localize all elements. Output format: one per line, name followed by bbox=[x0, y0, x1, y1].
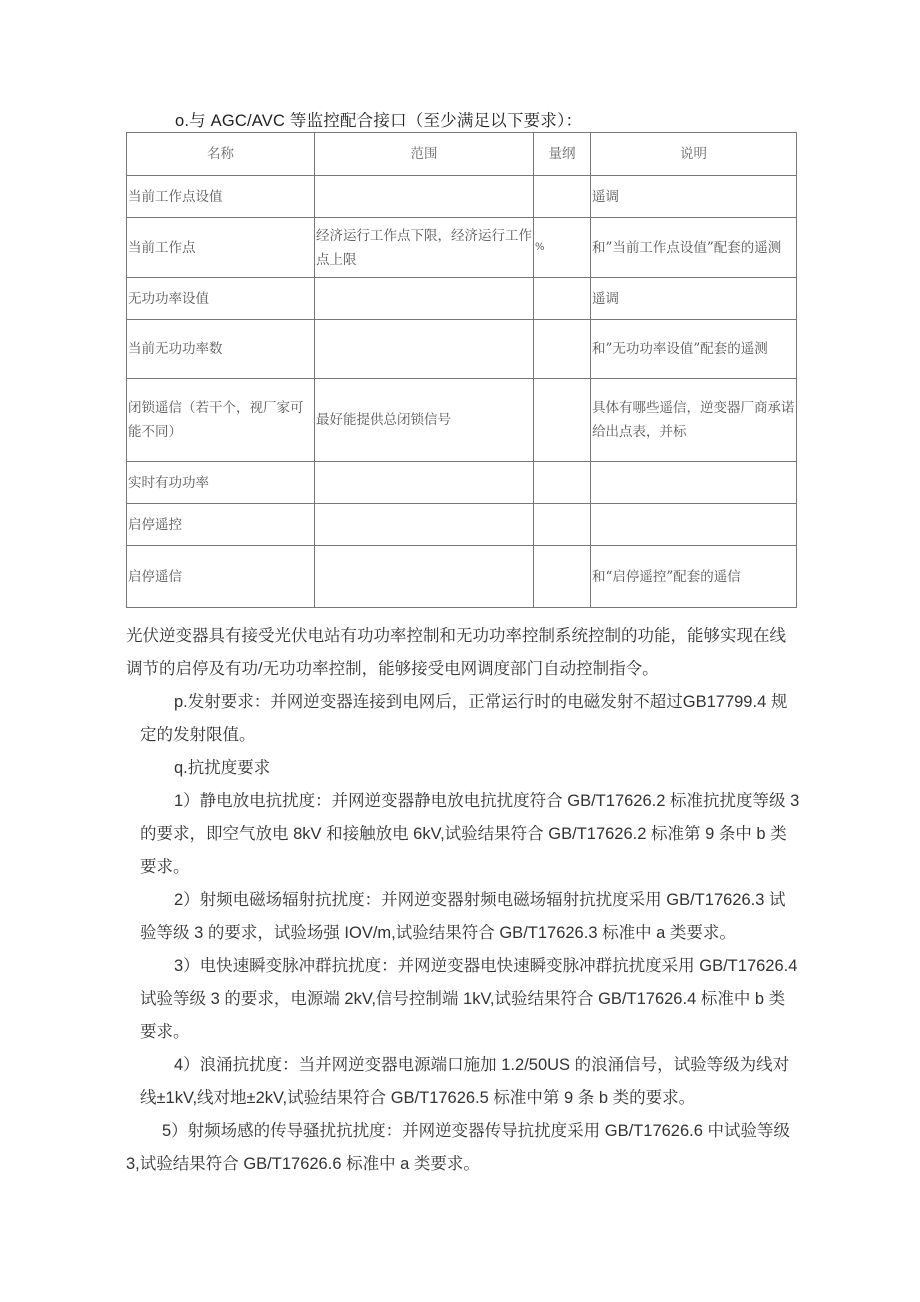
cell-name: 闭锁遥信（若干个，视厂家可能不同） bbox=[127, 379, 315, 462]
cell-name: 当前工作点 bbox=[127, 218, 315, 278]
cell-range bbox=[315, 278, 534, 320]
table-row bbox=[127, 379, 797, 462]
cell-name: 当前工作点设值 bbox=[127, 176, 315, 218]
header-description: 说明 bbox=[591, 133, 797, 176]
item-3-eft-immunity: 3）电快速瞬变脉冲群抗扰度：并网逆变器电快速瞬变脉冲群抗扰度采用 GB/T17626.4 试验等级 3 的要求，电源端 2kV,信号控制端 1kV,试验结果符合 GB/T17626.4 标准中 b 类要求。 bbox=[140, 957, 798, 1041]
table-row bbox=[127, 504, 797, 546]
cell-range: 最好能提供总闭锁信号 bbox=[315, 379, 534, 462]
cell-name: 无功功率设值 bbox=[127, 278, 315, 320]
cell-unit bbox=[534, 546, 591, 608]
table-row bbox=[127, 462, 797, 504]
cell-description: 和”当前工作点设值”配套的遥测 bbox=[591, 218, 797, 278]
table-row bbox=[127, 546, 797, 608]
cell-unit: % bbox=[534, 218, 591, 278]
cell-range: 经济运行工作点下限，经济运行工作点上限 bbox=[315, 218, 534, 278]
item-5-conducted-immunity: 5）射频场感的传导骚扰抗扰度：并网逆变器传导抗扰度采用 GB/T17626.6 中试验等级 3,试验结果符合 GB/T17626.6 标准中 a 类要求。 bbox=[126, 1122, 790, 1173]
table-row bbox=[127, 218, 797, 278]
summary-paragraph: 光伏逆变器具有接受光伏电站有功功率控制和无功功率控制系统控制的功能，能够实现在线调节的启停及有功/无功功率控制，能够接受电网调度部门自动控制指令。 bbox=[126, 627, 786, 678]
section-o-heading: o.与 AGC/AVC 等监控配合接口（至少满足以下要求）： bbox=[175, 112, 583, 130]
cell-name: 实时有功功率 bbox=[127, 462, 315, 504]
cell-range bbox=[315, 504, 534, 546]
cell-name: 当前无功功率数 bbox=[127, 320, 315, 379]
item-1-esd-immunity: 1）静电放电抗扰度：并网逆变器静电放电抗扰度符合 GB/T17626.2 标准抗扰度等级 3 的要求，即空气放电 8kV 和接触放电 6kV,试验结果符合 GB/T17626.2 标准第 9 条中 b 类要求。 bbox=[140, 792, 800, 876]
cell-range bbox=[315, 320, 534, 379]
cell-unit bbox=[534, 462, 591, 504]
cell-description bbox=[591, 504, 797, 546]
table-row bbox=[127, 320, 797, 379]
cell-description: 和“启停遥控”配套的遥信 bbox=[591, 546, 797, 608]
cell-unit bbox=[534, 320, 591, 379]
cell-unit bbox=[534, 379, 591, 462]
agc-avc-interface-table bbox=[126, 132, 797, 608]
document-body bbox=[126, 620, 801, 1181]
cell-description: 和”无功功率设值”配套的遥测 bbox=[591, 320, 797, 379]
cell-range bbox=[315, 546, 534, 608]
cell-name: 启停遥信 bbox=[127, 546, 315, 608]
item-2-rf-radiated-immunity: 2）射频电磁场辐射抗扰度：并网逆变器射频电磁场辐射抗扰度采用 GB/T17626.3 试验等级 3 的要求，试验场强 IOV/m,试验结果符合 GB/T17626.3 标准中 a 类要求。 bbox=[140, 891, 786, 942]
header-range: 范围 bbox=[315, 133, 534, 176]
cell-description: 遥调 bbox=[591, 176, 797, 218]
table-row bbox=[127, 278, 797, 320]
cell-name: 启停遥控 bbox=[127, 504, 315, 546]
cell-range bbox=[315, 462, 534, 504]
cell-range bbox=[315, 176, 534, 218]
cell-unit bbox=[534, 278, 591, 320]
table-row bbox=[127, 176, 797, 218]
cell-unit bbox=[534, 504, 591, 546]
cell-description bbox=[591, 462, 797, 504]
cell-description: 具体有哪些遥信，逆变器厂商承诺给出点表，并标 bbox=[591, 379, 797, 462]
section-q-heading: q.抗扰度要求 bbox=[174, 759, 271, 777]
cell-description: 遥调 bbox=[591, 278, 797, 320]
table-header-row bbox=[127, 133, 797, 176]
section-p-paragraph: p.发射要求：并网逆变器连接到电网后，正常运行时的电磁发射不超过GB17799.4 规定的发射限值。 bbox=[140, 693, 788, 744]
header-unit: 量纲 bbox=[534, 133, 591, 176]
header-name: 名称 bbox=[127, 133, 315, 176]
cell-unit bbox=[534, 176, 591, 218]
item-4-surge-immunity: 4）浪涌抗扰度：当并网逆变器电源端口施加 1.2/50US 的浪涌信号，试验等级为线对线±1kV,线对地±2kV,试验结果符合 GB/T17626.5 标准中第 9 条 b 类的要求。 bbox=[140, 1056, 790, 1107]
